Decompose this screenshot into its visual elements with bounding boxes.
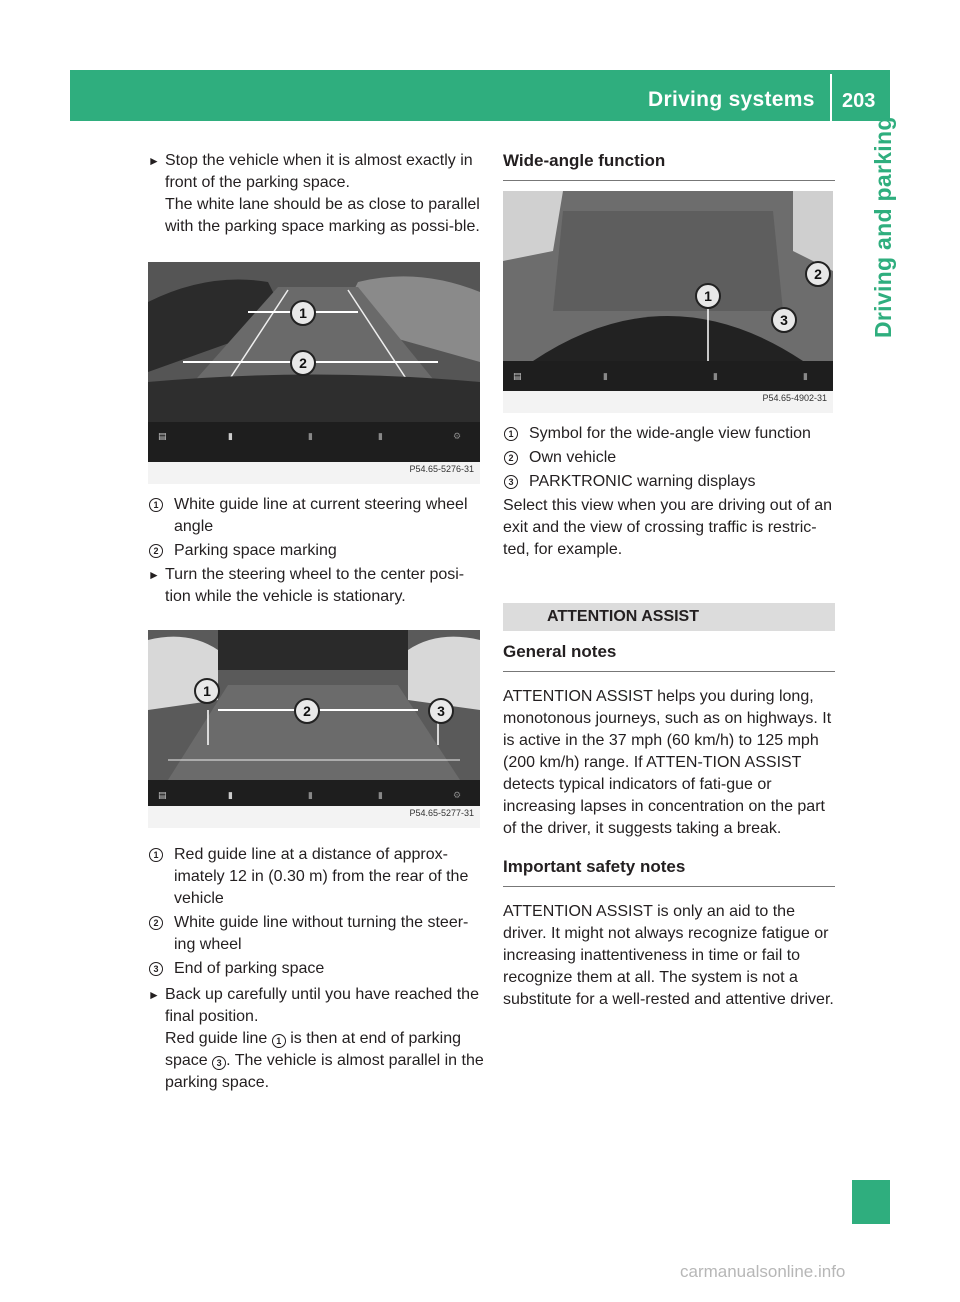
legend-text: Parking space marking (174, 542, 337, 559)
step-note: The white lane should be as close to parallel with the parking space marking as possi-ble. (165, 196, 480, 235)
inline-ref-number: 3 (212, 1056, 226, 1070)
page-number: 203 (842, 90, 876, 112)
right-column (503, 150, 835, 1011)
header-divider (830, 74, 832, 121)
svg-text:▤: ▤ (513, 371, 522, 381)
safety-notes-heading: Important safety notes (503, 856, 835, 887)
instruction-step (148, 150, 484, 238)
camera-image-1 (148, 262, 480, 484)
legend-text: Red guide line at a distance of approx-imately 12 in (0.30 m) from the rear of the vehicle (174, 846, 469, 907)
svg-text:▮: ▮ (603, 371, 608, 381)
chapter-marker (852, 1180, 890, 1224)
arrow-icon: ► (148, 154, 160, 168)
step-note-c: . The vehicle is almost parallel in the parking space. (165, 1052, 484, 1091)
section-title: Driving systems (648, 88, 815, 111)
callout-1: 1 (194, 678, 220, 704)
svg-text:▤: ▤ (158, 431, 167, 441)
left-column (148, 150, 484, 1094)
callout-2: 2 (805, 261, 831, 287)
legend-number: 1 (504, 427, 518, 441)
instruction-step (148, 564, 484, 608)
legend-number: 2 (504, 451, 518, 465)
svg-text:▤: ▤ (158, 790, 167, 800)
svg-text:▮: ▮ (308, 431, 313, 441)
legend-text: White guide line without turning the steer-ing wheel (174, 914, 469, 953)
svg-text:▮: ▮ (378, 790, 383, 800)
inline-ref-number: 1 (272, 1034, 286, 1048)
step-note-a: Red guide line (165, 1030, 268, 1047)
arrow-icon: ► (148, 568, 160, 582)
legend-item (148, 844, 484, 910)
legend-number: 2 (149, 544, 163, 558)
camera-view-graphic (148, 630, 480, 828)
svg-text:▮: ▮ (803, 371, 808, 381)
svg-text:▮: ▮ (713, 371, 718, 381)
image-code: P54.65-4902-31 (762, 393, 827, 403)
legend-number: 3 (149, 962, 163, 976)
callout-2: 2 (290, 350, 316, 376)
step-text: Turn the steering wheel to the center posi-tion while the vehicle is stationary. (165, 566, 465, 605)
camera-view-graphic (503, 191, 833, 413)
camera-view-graphic (148, 262, 480, 484)
svg-text:▮: ▮ (228, 431, 233, 441)
wide-angle-paragraph: Select this view when you are driving out of an exit and the view of crossing traffic is restric-ted, for example. (503, 497, 833, 558)
legend-item (148, 912, 484, 956)
legend-item (503, 447, 835, 469)
step-text: Back up carefully until you have reached the final position. (165, 986, 479, 1025)
section-heading: Wide-angle function (503, 150, 835, 181)
legend-text: White guide line at current steering wheel angle (174, 496, 468, 535)
step-note-b: is then at end of parking space (165, 1030, 461, 1069)
camera-image-2 (148, 630, 480, 828)
legend-item (148, 540, 484, 562)
camera-image-3 (503, 191, 833, 413)
watermark: carmanualsonline.info (680, 1262, 846, 1281)
legend-text: Symbol for the wide-angle view function (529, 425, 811, 442)
svg-text:⚙: ⚙ (453, 790, 462, 800)
callout-1: 1 (695, 283, 721, 309)
image-code: P54.65-5276-31 (409, 464, 474, 474)
callout-2: 2 (294, 698, 320, 724)
callout-3: 3 (428, 698, 454, 724)
legend-text: PARKTRONIC warning displays (529, 473, 756, 490)
attention-assist-heading: ATTENTION ASSIST (503, 603, 835, 631)
legend-item (148, 494, 484, 538)
general-notes-paragraph: ATTENTION ASSIST helps you during long, monotonous journeys, such as on highways. It is active in the 37 mph (60 km/h) to 125 mph (200 km/h) range. If ATTEN-TION ASSIST detects typical indicators of fati-gue or increasing lapses in concentration on the part of the driver, it suggests taking a break. (503, 688, 832, 837)
callout-1: 1 (290, 300, 316, 326)
chapter-label: Driving and parking (870, 116, 896, 338)
svg-text:▮: ▮ (378, 431, 383, 441)
legend-number: 3 (504, 475, 518, 489)
legend-number: 1 (149, 848, 163, 862)
legend-item (148, 958, 484, 980)
svg-text:⚙: ⚙ (453, 431, 462, 441)
callout-3: 3 (771, 307, 797, 333)
safety-notes-paragraph: ATTENTION ASSIST is only an aid to the driver. It might not always recognize fatigue or increasing inattentiveness in time or fail to recognize them at all. The system is not a substitute for a well-rested and attentive driver. (503, 903, 834, 1008)
arrow-icon: ► (148, 988, 160, 1002)
legend-text: End of parking space (174, 960, 325, 977)
svg-text:▮: ▮ (228, 790, 233, 800)
legend-number: 1 (149, 498, 163, 512)
legend-number: 2 (149, 916, 163, 930)
svg-text:▮: ▮ (308, 790, 313, 800)
legend-item (503, 423, 835, 445)
instruction-step (148, 984, 484, 1094)
step-text: Stop the vehicle when it is almost exactly in front of the parking space. (165, 152, 473, 191)
image-code: P54.65-5277-31 (409, 808, 474, 818)
general-notes-heading: General notes (503, 641, 835, 672)
legend-item (503, 471, 835, 493)
legend-text: Own vehicle (529, 449, 617, 466)
